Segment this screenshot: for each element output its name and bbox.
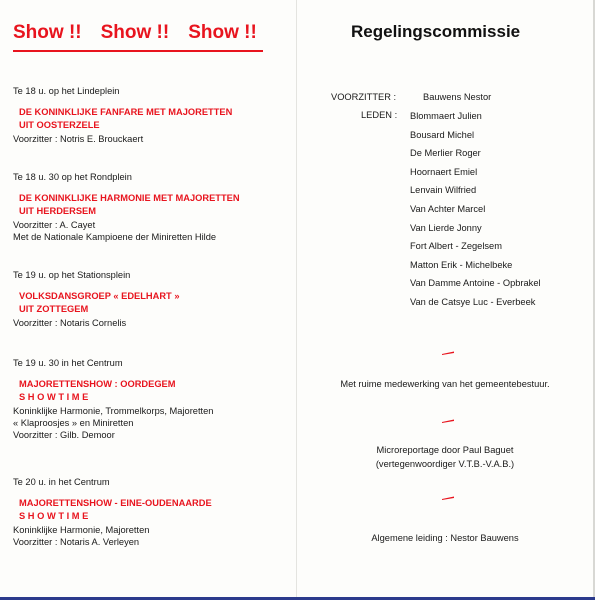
- detail-line: Met de Nationale Kampioene der Miniretten Hilde: [13, 232, 217, 243]
- member-item: Van Lierde Jonny: [410, 222, 482, 233]
- group-line: SHOWTIME: [19, 510, 91, 521]
- event-time: Te 19 u. 30 in het Centrum: [13, 358, 123, 368]
- committee-title: Regelingscommissie: [351, 22, 521, 41]
- group-line: DE KONINKLIJKE FANFARE MET MAJORETTEN: [19, 107, 233, 118]
- detail-line: Voorzitter : Notaris A. Verleyen: [13, 537, 140, 548]
- event-group: [19, 192, 293, 217]
- member-item: Blommaert Julien: [410, 111, 482, 121]
- member-item: Lenvain Wilfried: [410, 185, 477, 196]
- detail-line: « Klaproosjes » en Miniretten: [13, 418, 134, 429]
- event-time: Te 18 u. op het Lindeplein: [13, 86, 120, 96]
- member-item: Hoornaert Emiel: [410, 166, 478, 177]
- detail-line: Voorzitter : Notris E. Brouckaert: [13, 133, 144, 144]
- title-underline: [13, 50, 263, 52]
- reportage-note: [297, 443, 593, 471]
- event-time: Te 19 u. op het Stationsplein: [13, 270, 131, 280]
- event-centrum-oordegem: [13, 357, 293, 442]
- event-group: [19, 290, 293, 315]
- group-line: VOLKSDANSGROEP « EDELHART »: [19, 291, 180, 302]
- group-line: MAJORETTENSHOW : OORDEGEM: [19, 379, 176, 390]
- event-details: [13, 405, 293, 442]
- detail-line: Voorzitter : A. Cayet: [13, 219, 96, 230]
- event-details: [13, 219, 293, 244]
- group-line: UIT ZOTTEGEM: [19, 303, 89, 314]
- detail-line: Koninklijke Harmonie, Trommelkorps, Majoretten: [13, 405, 214, 416]
- detail-line: Voorzitter : Gilb. Demoor: [13, 430, 115, 441]
- event-time: Te 20 u. in het Centrum: [13, 477, 110, 487]
- reportage-line: (vertegenwoordiger V.T.B.-V.A.B.): [375, 459, 515, 469]
- show-title: [13, 22, 276, 44]
- red-dash-ornament: [442, 419, 454, 423]
- event-details: [13, 133, 293, 145]
- detail-line: Koninklijke Harmonie, Majoretten: [13, 524, 150, 535]
- page-fold: [296, 0, 297, 600]
- member-item: Bousard Michel: [410, 129, 475, 140]
- members-label: LEDEN :: [361, 110, 398, 120]
- event-lindeplein: [13, 85, 293, 145]
- red-dash-ornament: [442, 351, 454, 355]
- event-group: [19, 106, 293, 131]
- member-item: Van Damme Antoine - Opbrakel: [410, 278, 541, 289]
- group-line: DE KONINKLIJKE HARMONIE MET MAJORETTEN: [19, 193, 240, 204]
- show-title-word: Show !!: [100, 22, 170, 43]
- reportage-line: Microreportage door Paul Baguet: [376, 445, 514, 455]
- members-list: [410, 110, 541, 315]
- event-details: [13, 317, 293, 329]
- event-centrum-eine: [13, 476, 293, 548]
- event-details: [13, 524, 293, 549]
- event-group: [19, 378, 293, 403]
- event-stationsplein: [13, 269, 293, 329]
- group-line: SHOWTIME: [19, 391, 91, 402]
- event-time: Te 18 u. 30 op het Rondplein: [13, 172, 132, 182]
- group-line: UIT HERDERSEM: [19, 205, 96, 216]
- red-dash-ornament: [442, 496, 454, 500]
- chair-label: VOORZITTER :: [331, 92, 397, 102]
- detail-line: Voorzitter : Notaris Cornelis: [13, 317, 127, 328]
- cooperation-note: Met ruime medewerking van het gemeentebestuur.: [340, 379, 550, 389]
- chair-name: Bauwens Nestor: [423, 92, 492, 102]
- member-item: Fort Albert - Zegelsem: [410, 241, 502, 252]
- event-rondplein: [13, 171, 293, 243]
- member-item: Van de Catsye Luc - Everbeek: [410, 296, 536, 307]
- group-line: UIT OOSTERZELE: [19, 119, 100, 130]
- event-group: [19, 497, 293, 522]
- member-item: De Merlier Roger: [410, 148, 481, 159]
- management-note: Algemene leiding : Nestor Bauwens: [371, 533, 519, 543]
- member-item: Matton Erik - Michelbeke: [410, 259, 513, 270]
- show-title-word: Show !!: [188, 22, 257, 43]
- member-item: Van Achter Marcel: [410, 203, 486, 214]
- show-title-word: Show !!: [13, 22, 82, 43]
- group-line: MAJORETTENSHOW - EINE-OUDENAARDE: [19, 498, 212, 509]
